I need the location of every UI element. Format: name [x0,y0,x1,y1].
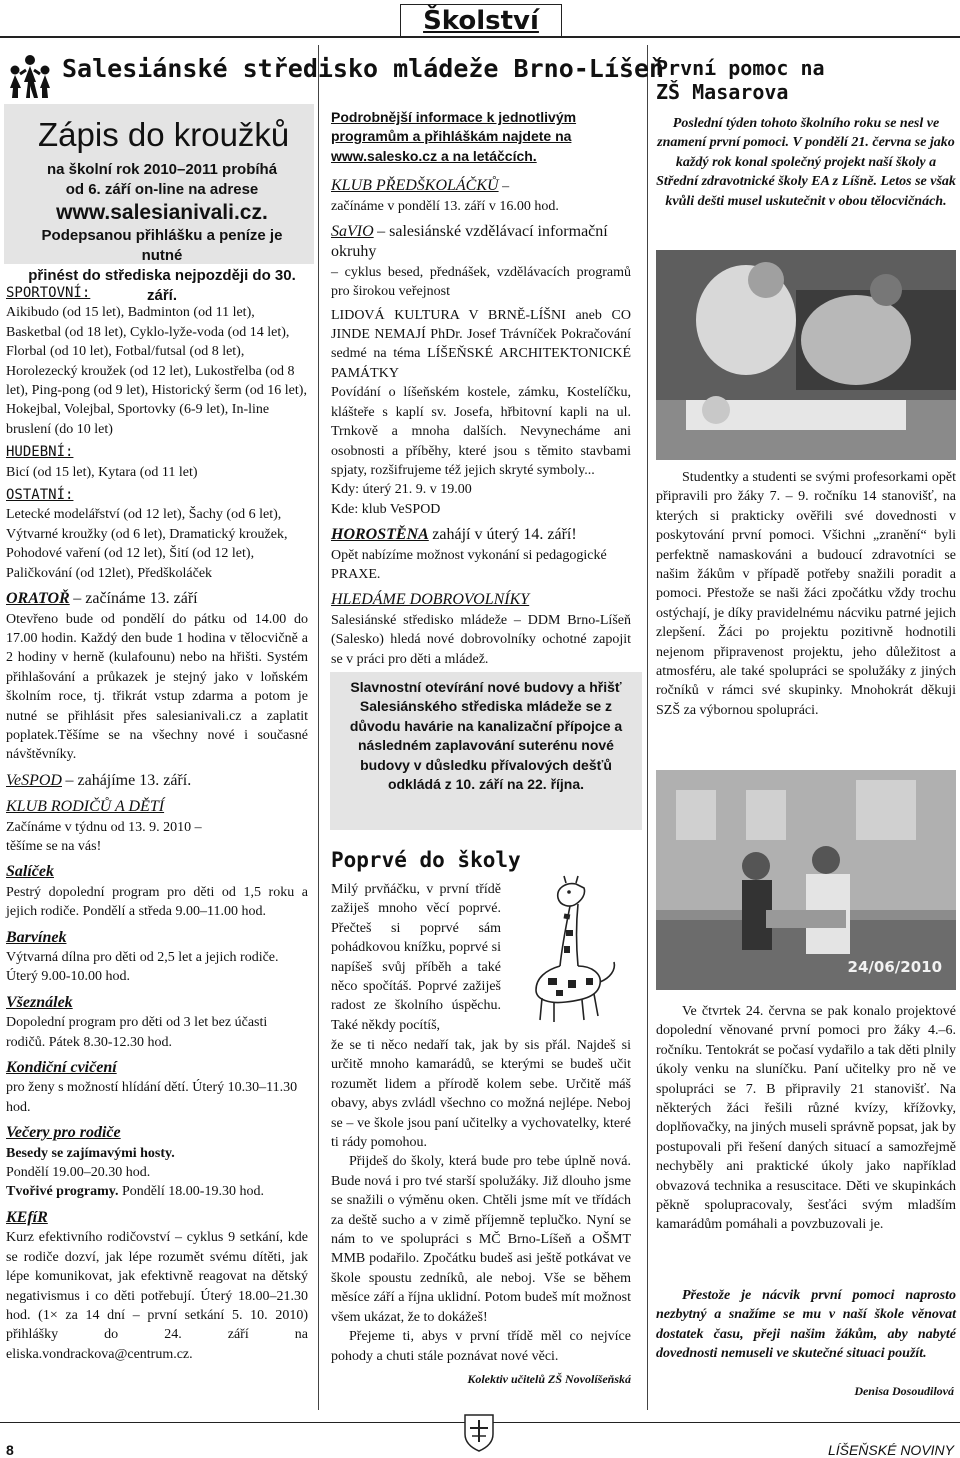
column-divider-left [318,45,319,1410]
info-text: Podrobnější informace k jednotlivým programům a přihláškám najdete na www.salesko.cz a na letáčcích. [331,109,577,164]
kondicni-text: pro ženy s možností hlídání dětí. Úterý 10.30–11.30 hod. [6,1080,298,1115]
poprve-body [331,1036,631,1389]
salicek-text: Pestrý dopolední program pro děti od 1,5 roku a jejich rodiče. Pondělí a středa 9.00–11.00 hod. [6,884,308,920]
first-aid-photo-1 [656,250,956,460]
kefir-text: Kurz efektivního rodičovství – cyklus 9 setkání, kde se rodiče dozví, jak lépe rozumět svému dítěti, jak lépe komunikovat, jak efektivně reagovat na dětský negativismus i co děti potřebují. Úterý 18.00–21.30 hod. (1× za 14 dní – první setkání 5. 10. 2010) přihlášky do 24. září na eliska.vondrackova@centrum.cz. [6,1230,308,1362]
middle-column [331,108,631,669]
poprve-narrow-text: Milý prvňáčku, v první třídě zažiješ mnoho věcí poprvé. Přečteš si poprvé sám pohádkovou knížku, poprvé si napíšeš svůj příběh a také něco spočítáš. Poprvé zažiješ radost ze školního úspěchu. Také někdy pocítíš, [331,882,501,1033]
hledame-heading: HLEDÁME DOBROVOLNÍKY [331,591,530,609]
event-where: Kde: klub VeSPOD [331,501,441,517]
barvinek-heading: Barvínek [6,928,67,946]
photo-date-stamp: 24/06/2010 [847,958,942,976]
first-aid-photo-1-image [656,250,956,460]
orator-heading: ORATOŘ [6,590,70,608]
orator-date: – začínáme 13. září [73,590,198,608]
header-rule [0,36,960,38]
event-when: Kdy: úterý 21. 9. v 19.00 [331,482,472,498]
right-heading: První pomoc na ZŠ Masarova [656,56,825,104]
sport-heading: SPORTOVNÍ: [6,285,91,301]
vecery-text: Pondělí 19.00–20.30 hod. [6,1165,151,1181]
klub-heading: KLUB RODIČŮ A DĚTÍ [6,798,165,816]
right-closing: Přestože je nácvik první pomoci naprosto nezbytný a snažíme se mu v naší škole věnovat dostatek času, přeji našim žákům, aby nabyté dovednosti nemuseli ve skutečné situaci použít. [656,1288,956,1362]
other-heading: OSTATNÍ: [6,487,74,504]
left-column [6,280,308,1364]
first-aid-photo-2 [656,770,956,990]
box-title: Zápis do kroužků [38,116,290,153]
kefir-heading: KEfíR [6,1208,48,1226]
box-url: www.salesianivali.cz. [56,201,268,224]
salicek-heading: Salíček [6,863,54,881]
klub-text2: těšíme se na vás! [6,838,102,854]
right-paragraph-1: Studentky a studenti se svými profesorkami opět připravili pro žáky 7. – 9. ročníku 14 stanovišť, na kterých si prakticky ověřili své dovednosti v poskytování první pomoci. Všichni „zranění“ byli perfektně namaskováni a budoucí zdravotníci se našim žákům v případě potřeby snažili poradit a pomoci. Přestože se naši žáci zpočátku vždy trochu ostýchají, je díky pravidelnému nácviku patrné jejich zlepšení. Žáci po projektu pozitivně hodnotili nejenom připravenost projektu, jeho důležitost a atmosféru, ale také spolupráci se spolužáky z jiných ročníků v rámci své skupinky. Mnohokrát děkuji SZŠ za výbornou spolupráci. [656,470,956,718]
town-crest-icon [462,1412,496,1452]
poprve-text2: Přijdeš do školy, která bude pro tebe úplně nová. Bude nová i pro tvé starší spolužáky. Již dlouho jsme se snažili o výměnu oken. Chtěli jsme mít ve třídách za deště sucho a v zimě příjemně teplučko. Nyní se nám to ve spolupráci s MČ Brno-Líšeň a OŠMT MMB podařilo. Zpočátku budeš asi ještě potkávat ve škole spoustu zedníků, ale neboj. Vše se během měsíce září a října uklidní. Potom budeš mít možnost všem ukázat, že to dokážeš! [331,1154,631,1325]
vseznalek-heading: Všeználek [6,993,73,1011]
hledame-text: Salesiánské středisko mládeže – DDM Brno-Líšeň (Salesko) hledá nové dobrovolníky ochotné zapojit se v práci pro děti a mládež. [331,612,631,667]
poprve-heading: Poprvé do školy [331,848,521,872]
box-line: od 6. září on-line na adrese [65,181,259,198]
vecery-heading: Večery pro rodiče [6,1124,121,1142]
salesian-logo-icon [6,52,54,100]
predskolacku-text: začínáme v pondělí 13. září v 16.00 hod. [331,198,559,214]
kondicni-heading: Kondiční cvičení [6,1059,117,1077]
horostena-date: zahájí v úterý 14. září! [432,526,577,544]
box-line: přinést do střediska nejpozději do 30. září. [28,267,296,304]
music-heading: HUDEBNÍ: [6,444,74,461]
vseznalek-text: Dopolední program pro děti od 3 let bez účasti rodičů. Pátek 8.30-12.30 hod. [6,1015,268,1050]
horostena-heading: HOROSTĚNA [331,526,429,544]
vespod-date: – zahájíme 13. září. [65,771,192,789]
vecery-bold: Besedy se zajímavými hosty. [6,1145,175,1161]
opening-notice-text: Slavnostní otevírání nové budovy a hřišť Salesiánského střediska mládeže se z důvodu havárie na kanalizační přípojce a následném zaplavování suterénu nové budovy v důsledku přívalových dešťů odkládá z 10. září na 22. října. [349,679,623,793]
section-header: Školství [400,4,562,37]
horostena-text: Opět nabízíme možnost vykonání si pedagogické PRAXE. [331,547,607,582]
page-number: 8 [6,1442,14,1458]
vecery-text2: Pondělí 18.00-19.30 hod. [122,1184,264,1200]
right-author: Denisa Dosoudilová [854,1384,954,1398]
right-paragraph-2: Ve čtvrtek 24. června se pak konalo projektové dopolední věnované první pomoci pro žáky 4.–6. ročníku. Tentokrát se počasí vydařilo a tak děti plnily úkoly venku na sluníčku. Paní učitelky pro ně ve spolupráci se 7. B připravily 21 stanovišť. Na některých žáci řešili různé kvízy, křížovky, doplňovačky, na jiných museli správně popsat, jak by postupovali při řešení daných situací a samozřejmě nechyběly ani praktické úkoly jako například obvazová technika a resuscitace. Děti ve skupinkách pěkně spolupracovaly, šesťáci svým mladším kamarádům pomáhali a povzbuzovali je. [656,1004,956,1233]
right-intro: Poslední týden tohoto školního roku se nesl ve znamení první pomoci. V pondělí 21. června se jako každý rok konal společný projekt naší školy a Střední zdravotnické školy EA z Líšně. Letos se však kvůli dešti musel uskutečnit v obou tělocvičnách. [656,116,956,209]
orator-text: Otevřeno bude od pondělí do pátku od 14.00 do 17.00 hodin. Každý den bude 1 hodina v tělocvičně a 2 hodiny v herně (kulafounu) nebo na hřišti. Systém přihlašování a průkazek je stejný jako v loňském školním roce, tj. třikrát vstup zdarma a potom je nutné se přihlásit přes salesianivali.cz a zaplatit poplatek.Těšíme se na všechny nové i současné návštěvníky. [6,611,308,763]
first-aid-photo-2-image [656,770,956,990]
publication-title: LÍŠEŇSKÉ NOVINY [827,1442,954,1458]
barvinek-text: Výtvarná dílna pro děti od 2,5 let a jejich rodiče. Úterý 9.00-10.00 hod. [6,950,279,985]
savio-text: – cyklus besed, přednášek, vzdělávacích programů pro širokou veřejnost [331,264,631,300]
klub-text: Začínáme v týdnu od 13. 9. 2010 – [6,819,202,835]
column-divider-right [647,45,648,1410]
box-line: na školní rok 2010–2011 probíhá [46,161,278,178]
box-line: Podepsanou přihlášku a peníze je nutné [41,227,283,264]
predskolacku-dash: – [502,179,510,195]
kultura-text: LIDOVÁ KULTURA V BRNĚ-LÍŠNI aneb CO JINDE NEMAJÍ PhDr. Josef Trávníček Pokračování sedmé na téma LÍŠEŇSKÉ ARCHITEKTONICKÉ PAMÁTKY [331,307,631,381]
poprve-text3: Přejeme ti, abys v první třídě měl co nejvíce pohody a chuti stále poznávat nové věci. [331,1329,631,1364]
main-heading: Salesiánské středisko mládeže Brno-Líšeň [62,54,665,83]
vecery-bold2: Tvořivé programy. [6,1184,119,1200]
music-text: Bicí (od 15 let), Kytara (od 11 let) [6,464,198,480]
giraffe-illustration-icon [506,874,640,1024]
poprve-text: že se ti něco nedaří tak, jak by sis přál. Najdeš si určitě mnoho kamarádů, se kterými se budeš učit rozumět lidem a přírodě kolem sebe. Určitě máš obavy, abys zvládl všechno co možná nejlépe. Neboj se – ve škole jsou paní učitelky a vychovatelky, které ti rády pomohou. [331,1038,631,1151]
vespod-heading: VeSPOD [6,771,62,789]
sport-text: Aikibudo (od 15 let), Badminton (od 11 let), Basketbal (od 18 let), Cyklo-lyže-voda (od 14 let), Florbal (od 10 let), Fotbal/futsal (od 8 let), Horolezecký kroužek (od 12 let), Lukostřelba (od 8 let), Ping-pong (od 9 let), Historický šerm (od 16 let), Hokejbal, Volejbal, Sportovky (6-9 let), In-line bruslení (do 10 let) [6,305,307,437]
kultura-text2: Povídání o líšeňském kostele, zámku, Kostelíčku, klášteře s kaplí sv. Josefa, hřbitovní kapli na ul. Trnkově a mnoha dalších. Nevynecháme ani osobnosti a příběhy, které jsou s těmito stavbami spjaty, rozšifrujeme též jejich skryté symboly... [331,385,631,478]
predskolacku-heading: KLUB PŘEDŠKOLÁČKŮ [331,177,499,195]
savio-subtitle: – salesiánské vzdělávací informační okruhy [331,223,608,261]
savio-heading: SaVIO [331,223,374,241]
other-text: Letecké modelářství (od 12 let), Šachy (od 6 let), Výtvarné kroužky (od 6 let), Dramatický kroužek, Pohodové vaření (od 12 let), Šití (od 12 let), Paličkování (od 12let), Předškoláček [6,507,288,581]
poprve-signature: Kolektiv učitelů ZŠ Novolíšeňská [467,1371,631,1386]
